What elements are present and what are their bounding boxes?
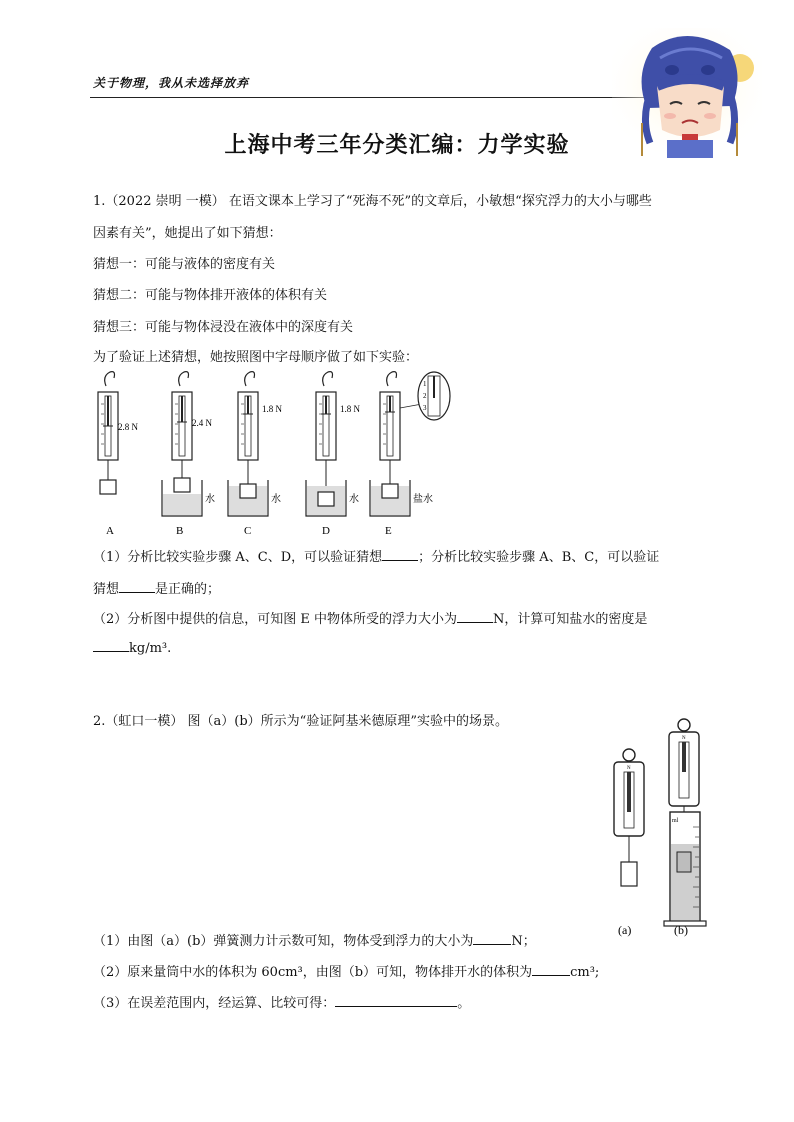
q1-intro: 为了验证上述猜想，她按照图中字母顺序做了如下实验： xyxy=(93,350,419,365)
liquid-d: 水 xyxy=(349,494,359,505)
q1-sub1-text-a: （1）分析比较实验步骤 A、C、D，可以验证猜想 xyxy=(93,550,383,565)
q1-sub2-text-a: （2）分析图中提供的信息，可知图 E 中物体所受的浮力大小为 xyxy=(93,612,458,627)
zoom-tick-2: 2 xyxy=(423,392,427,400)
figure-a-caption: (a) xyxy=(618,923,632,937)
label-a: A xyxy=(106,525,114,537)
page-title: 上海中考三年分类汇编：力学实验 xyxy=(224,133,570,158)
gauge-figure-b xyxy=(664,719,706,926)
label-e: E xyxy=(385,525,392,537)
q2-sub1 xyxy=(93,930,536,949)
q1-sub1-text-d: 是正确的； xyxy=(155,582,221,597)
answer-blank[interactable] xyxy=(119,579,155,593)
q1-sub2-text-c: kg/m³. xyxy=(129,641,172,656)
answer-blank[interactable] xyxy=(532,962,570,976)
q1-sub1-line2 xyxy=(93,578,220,597)
gauge-a xyxy=(98,372,118,494)
zoom-tick-3: 3 xyxy=(423,404,427,412)
q1-sub1-line1 xyxy=(93,546,659,565)
q2-sub3 xyxy=(93,992,470,1011)
q1-line1: 1.（2022 崇明 一模） 在语文课本上学习了“死海不死”的文章后，小敏想“探究浮力的大小与哪些 xyxy=(93,194,652,209)
cylinder-unit: ml xyxy=(672,818,679,824)
reading-d: 1.8 N xyxy=(340,404,360,414)
gauge-b-unit: N xyxy=(682,736,686,741)
zoom-tick-1: 1 xyxy=(423,380,427,388)
header-slogan: 关于物理，我从未选择放弃 xyxy=(93,76,250,90)
q2-sub2-text-b: cm³; xyxy=(570,965,600,980)
q1-guess1: 猜想一：可能与液体的密度有关 xyxy=(93,257,276,272)
reading-c: 1.8 N xyxy=(262,404,282,414)
gauge-c xyxy=(228,372,268,516)
q1-guess2: 猜想二：可能与物体排开液体的体积有关 xyxy=(93,288,328,303)
liquid-c: 水 xyxy=(271,494,281,505)
gauge-b xyxy=(162,372,202,516)
label-b: B xyxy=(176,525,184,537)
q2-sub3-text-a: （3）在误差范围内，经运算、比较可得： xyxy=(93,996,336,1011)
q1-line2: 因素有关”，她提出了如下猜想： xyxy=(93,226,282,241)
answer-blank[interactable] xyxy=(473,931,511,945)
q1-sub2-line1 xyxy=(93,608,647,627)
gauge-e xyxy=(370,372,450,516)
q1-guess3: 猜想三：可能与物体浸没在液体中的深度有关 xyxy=(93,320,354,335)
answer-blank[interactable] xyxy=(335,993,457,1007)
gauge-d xyxy=(306,372,346,516)
q2-sub2-text-a: （2）原来量筒中水的体积为 60cm³，由图（b）可知，物体排开水的体积为 xyxy=(93,965,533,980)
answer-blank[interactable] xyxy=(93,638,129,652)
q2-experiment-figure xyxy=(600,712,720,942)
q1-sub1-text-c: 猜想 xyxy=(93,582,120,597)
answer-blank[interactable] xyxy=(382,547,418,561)
label-c: C xyxy=(244,525,252,537)
label-d: D xyxy=(322,525,330,537)
figure-b-caption: (b) xyxy=(674,923,688,937)
q2-sub1-text-b: N； xyxy=(511,934,536,949)
q2-sub2 xyxy=(93,961,599,980)
q1-sub2-text-b: N，计算可知盐水的密度是 xyxy=(493,612,648,627)
reading-a: 2.8 N xyxy=(118,422,138,432)
gauge-a-unit: N xyxy=(627,766,631,771)
liquid-e: 盐水 xyxy=(413,494,433,505)
header-divider xyxy=(90,97,645,98)
q1-sub1-text-b: ；分析比较实验步骤 A、B、C，可以验证 xyxy=(418,550,660,565)
reading-b: 2.4 N xyxy=(192,418,212,428)
answer-blank[interactable] xyxy=(457,609,493,623)
q2-intro: 2.（虹口一模） 图（a）(b）所示为“验证阿基米德原理”实验中的场景。 xyxy=(93,714,508,729)
q2-sub3-text-b: 。 xyxy=(457,996,471,1011)
q1-experiment-figure xyxy=(92,368,452,540)
liquid-b: 水 xyxy=(205,494,215,505)
q2-sub1-text-a: （1）由图（a）(b）弹簧测力计示数可知，物体受到浮力的大小为 xyxy=(93,934,474,949)
q1-sub2-line2 xyxy=(93,638,171,656)
